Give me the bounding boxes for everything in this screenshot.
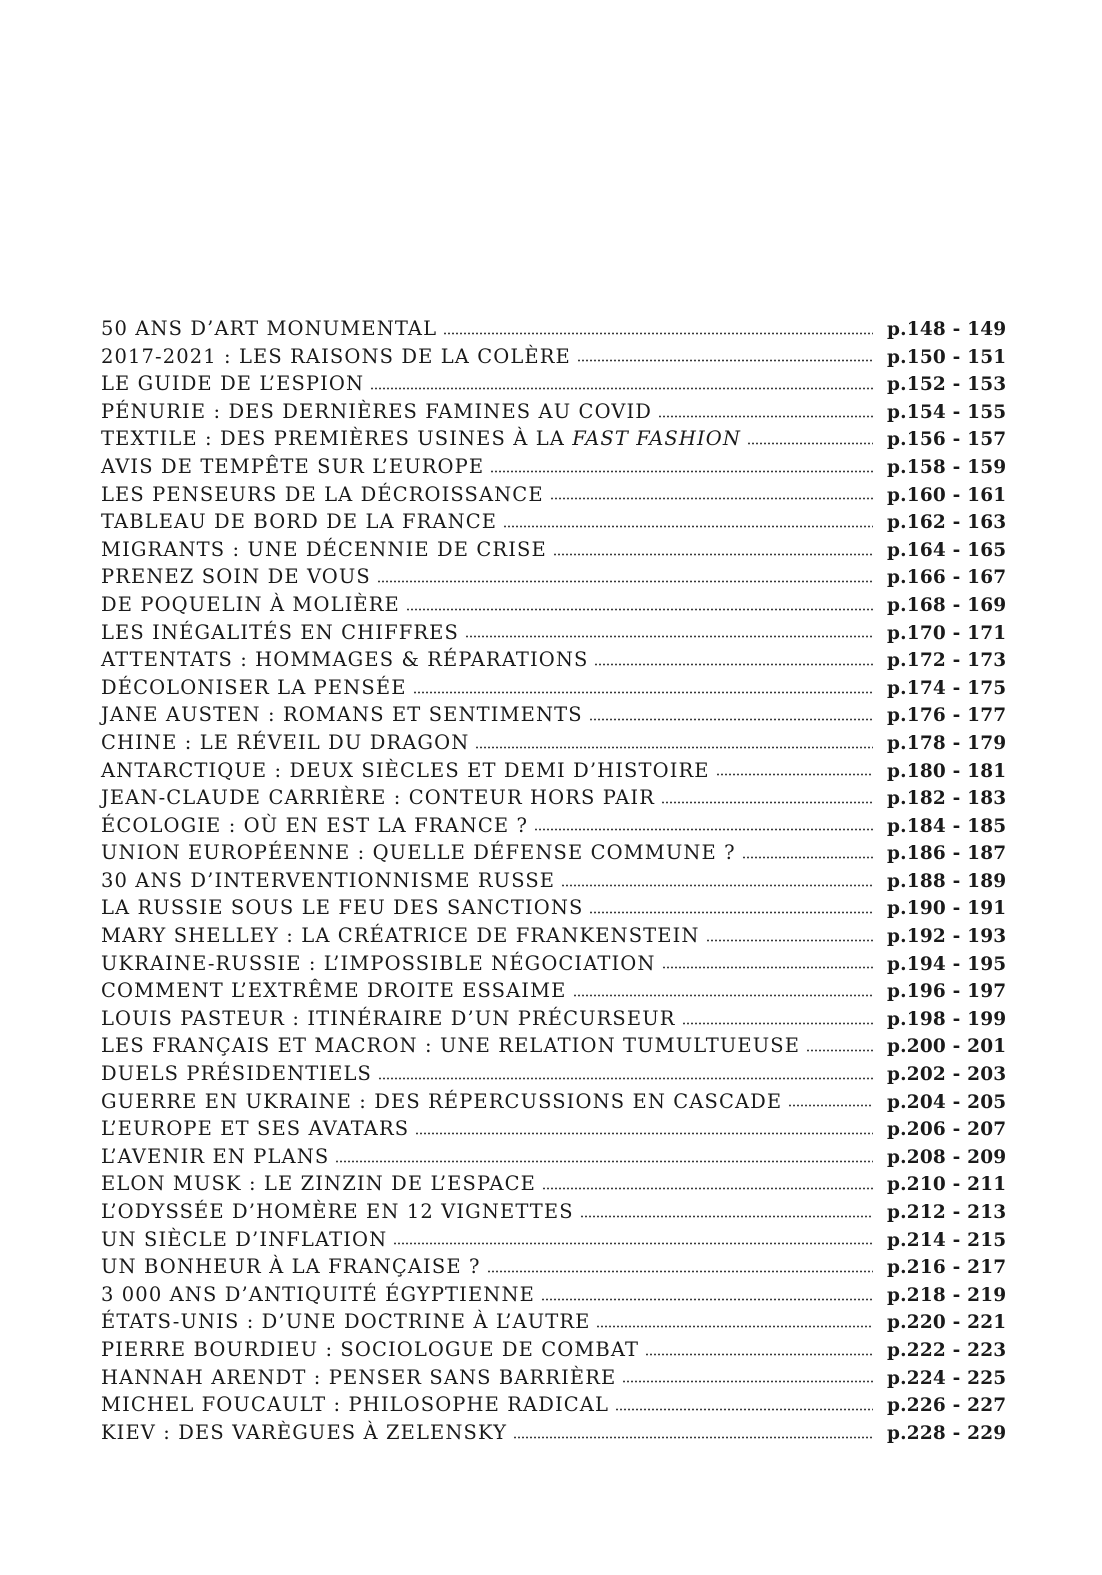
- toc-entry[interactable]: [101, 784, 1007, 812]
- toc-entry-pages: p.164 - 165: [887, 539, 1007, 561]
- toc-entry[interactable]: [101, 894, 1007, 922]
- toc-entry-title: [101, 977, 573, 1005]
- toc-entry-title: [101, 867, 561, 895]
- toc-entry-title-text: UKRAINE-RUSSIE : L’IMPOSSIBLE NÉGOCIATION: [101, 951, 656, 975]
- toc-entry-pages: p.148 - 149: [887, 319, 1007, 340]
- toc-entry[interactable]: [101, 1226, 1007, 1254]
- toc-entry[interactable]: [101, 922, 1007, 950]
- dot-leader: [706, 938, 873, 943]
- toc-entry-title-text: ELON MUSK : LE ZINZIN DE L’ESPACE: [101, 1172, 536, 1196]
- toc-entry[interactable]: [101, 370, 1007, 398]
- toc-entry[interactable]: [101, 1170, 1007, 1198]
- toc-entry-title-text: ÉCOLOGIE : OÙ EN EST LA FRANCE ?: [101, 813, 529, 837]
- toc-entry-title: [101, 784, 661, 812]
- toc-entry-title: [101, 812, 534, 840]
- toc-entry-pages: p.214 - 215: [887, 1229, 1007, 1251]
- toc-entry-title: [101, 425, 747, 453]
- toc-entry-title: [101, 839, 742, 867]
- toc-entry[interactable]: [101, 1060, 1007, 1088]
- toc-entry-pages: p.200 - 201: [887, 1036, 1007, 1058]
- dot-leader: [645, 1352, 873, 1357]
- toc-entry-pages: p.168 - 169: [887, 594, 1007, 616]
- toc-entry-title-text: LE GUIDE DE L’ESPION: [101, 372, 365, 396]
- toc-entry-title-text: DUELS PRÉSIDENTIELS: [101, 1062, 372, 1086]
- dot-leader: [806, 1048, 873, 1053]
- dot-leader: [662, 965, 873, 970]
- toc-entry[interactable]: [101, 453, 1007, 481]
- toc-entry-title-text: LES INÉGALITÉS EN CHIFFRES: [101, 620, 459, 644]
- dot-leader: [577, 358, 873, 363]
- toc-entry-title-text: UN SIÈCLE D’INFLATION: [101, 1227, 388, 1251]
- dot-leader: [393, 1241, 873, 1246]
- dot-leader: [716, 772, 873, 777]
- toc-entry-pages: p.206 - 207: [887, 1119, 1007, 1141]
- toc-entry-pages: p.210 - 211: [887, 1174, 1007, 1196]
- dot-leader: [622, 1379, 873, 1384]
- toc-entry-title-text: ÉTATS-UNIS : D’UNE DOCTRINE À L’AUTRE: [101, 1310, 591, 1334]
- toc-entry-title-text: ANTARCTIQUE : DEUX SIÈCLES ET DEMI D’HISTOIRE: [101, 758, 710, 782]
- toc-entry[interactable]: [101, 508, 1007, 536]
- toc-entry-title-text: PÉNURIE : DES DERNIÈRES FAMINES AU COVID: [101, 399, 653, 423]
- toc-entry[interactable]: [101, 646, 1007, 674]
- toc-entry-title-text: L’AVENIR EN PLANS: [101, 1144, 330, 1168]
- toc-entry-pages: p.170 - 171: [887, 622, 1007, 644]
- toc-entry-pages: p.154 - 155: [887, 401, 1007, 423]
- dot-leader: [513, 1435, 873, 1440]
- dot-leader: [661, 800, 873, 805]
- dot-leader: [573, 993, 874, 998]
- toc-entry-pages: p.166 - 167: [887, 567, 1007, 589]
- toc-entry-pages: p.190 - 191: [887, 898, 1007, 920]
- toc-entry-title-text: AVIS DE TEMPÊTE SUR L’EUROPE: [101, 454, 485, 478]
- toc-entry-title-text: 2017-2021 : LES RAISONS DE LA COLÈRE: [101, 344, 571, 368]
- toc-entry[interactable]: [101, 1032, 1007, 1060]
- toc-entry[interactable]: [101, 1336, 1007, 1364]
- toc-entry-title-text: PRENEZ SOIN DE VOUS: [101, 565, 371, 589]
- dot-leader: [415, 1131, 873, 1136]
- toc-entry-pages: p.196 - 197: [887, 981, 1007, 1003]
- toc-entry-pages: p.162 - 163: [887, 512, 1007, 534]
- table-of-contents: [101, 315, 1007, 1446]
- toc-entry-title-text: JANE AUSTEN : ROMANS ET SENTIMENTS: [101, 703, 583, 727]
- toc-entry[interactable]: [101, 481, 1007, 509]
- toc-entry[interactable]: [101, 398, 1007, 426]
- toc-entry[interactable]: [101, 950, 1007, 978]
- toc-entry-title: [101, 1170, 542, 1198]
- toc-entry[interactable]: [101, 425, 1007, 453]
- toc-entry-title: [101, 1060, 378, 1088]
- toc-entry-title: [101, 1419, 513, 1447]
- toc-entry[interactable]: [101, 343, 1007, 371]
- toc-entry-pages: p.150 - 151: [887, 346, 1007, 368]
- dot-leader: [589, 910, 873, 915]
- toc-entry-title: [101, 343, 577, 371]
- toc-entry-title-text: HANNAH ARENDT : PENSER SANS BARRIÈRE: [101, 1365, 617, 1389]
- dot-leader: [335, 1159, 873, 1164]
- toc-entry-title-text: LA RUSSIE SOUS LE FEU DES SANCTIONS: [101, 896, 584, 920]
- toc-entry-title-text: DÉCOLONISER LA PENSÉE: [101, 675, 407, 699]
- toc-entry-pages: p.194 - 195: [887, 953, 1007, 975]
- dot-leader: [615, 1407, 873, 1412]
- dot-leader: [487, 1269, 873, 1274]
- dot-leader: [682, 1021, 873, 1026]
- toc-entry-title: [101, 1005, 682, 1033]
- toc-entry-title-text: ATTENTATS : HOMMAGES & RÉPARATIONS: [101, 648, 589, 672]
- toc-entry-pages: p.174 - 175: [887, 677, 1007, 699]
- dot-leader: [589, 717, 873, 722]
- toc-entry-title: [101, 370, 370, 398]
- dot-leader: [534, 827, 873, 832]
- toc-entry[interactable]: [101, 536, 1007, 564]
- toc-entry-title: [101, 1308, 596, 1336]
- toc-entry-title: [101, 619, 465, 647]
- toc-entry-title: [101, 1226, 393, 1254]
- toc-entry[interactable]: [101, 701, 1007, 729]
- toc-entry-title: [101, 1032, 806, 1060]
- toc-entry-title: [101, 757, 716, 785]
- toc-entry-title: [101, 1088, 788, 1116]
- toc-entry-title: [101, 701, 589, 729]
- toc-entry[interactable]: [101, 1198, 1007, 1226]
- dot-leader: [742, 855, 873, 860]
- toc-entry[interactable]: [101, 1115, 1007, 1143]
- dot-leader: [443, 331, 873, 336]
- dot-leader: [594, 662, 873, 667]
- toc-entry-pages: p.226 - 227: [887, 1395, 1007, 1417]
- toc-entry-title-text: UN BONHEUR À LA FRANÇAISE ?: [101, 1255, 481, 1279]
- toc-entry[interactable]: [101, 563, 1007, 591]
- dot-leader: [413, 690, 873, 695]
- toc-entry-title: [101, 1281, 541, 1309]
- toc-entry-pages: p.158 - 159: [887, 456, 1007, 478]
- toc-entry[interactable]: [101, 1364, 1007, 1392]
- toc-entry-pages: p.224 - 225: [887, 1367, 1007, 1389]
- toc-entry-title: [101, 922, 706, 950]
- toc-entry-title-text: CHINE : LE RÉVEIL DU DRAGON: [101, 730, 470, 754]
- toc-entry-title: [101, 453, 490, 481]
- toc-entry-pages: p.198 - 199: [887, 1008, 1007, 1030]
- toc-entry[interactable]: [101, 1308, 1007, 1336]
- toc-entry-title-text: MICHEL FOUCAULT : PHILOSOPHE RADICAL: [101, 1393, 610, 1417]
- toc-entry-title: [101, 591, 406, 619]
- toc-entry-title-text: DE POQUELIN À MOLIÈRE: [101, 592, 400, 616]
- dot-leader: [378, 1076, 873, 1081]
- toc-entry[interactable]: [101, 315, 1007, 343]
- toc-entry[interactable]: [101, 812, 1007, 840]
- dot-leader: [503, 524, 873, 529]
- toc-entry-pages: p.184 - 185: [887, 815, 1007, 837]
- toc-entry-pages: p.204 - 205: [887, 1091, 1007, 1113]
- dot-leader: [541, 1297, 873, 1302]
- toc-entry[interactable]: [101, 1143, 1007, 1171]
- toc-entry-title-text: JEAN-CLAUDE CARRIÈRE : CONTEUR HORS PAIR: [101, 786, 655, 810]
- toc-entry-title: [101, 1143, 335, 1171]
- toc-entry-title-text: GUERRE EN UKRAINE : DES RÉPERCUSSIONS EN CASCADE: [101, 1089, 783, 1113]
- dot-leader: [490, 469, 873, 474]
- toc-entry-pages: p.188 - 189: [887, 870, 1007, 892]
- toc-entry-pages: p.208 - 209: [887, 1146, 1007, 1168]
- toc-entry-title: [101, 563, 377, 591]
- toc-entry-pages: p.180 - 181: [887, 760, 1007, 782]
- toc-entry-title: [101, 729, 475, 757]
- toc-entry[interactable]: [101, 619, 1007, 647]
- toc-entry-title: [101, 1364, 622, 1392]
- toc-entry-pages: p.172 - 173: [887, 650, 1007, 672]
- dot-leader: [788, 1103, 873, 1108]
- toc-entry-title-text: L’ODYSSÉE D’HOMÈRE EN 12 VIGNETTES: [101, 1200, 574, 1223]
- toc-entry-pages: p.216 - 217: [887, 1257, 1007, 1279]
- toc-entry[interactable]: [101, 1391, 1007, 1419]
- toc-entry[interactable]: [101, 757, 1007, 785]
- toc-entry[interactable]: [101, 1253, 1007, 1281]
- toc-entry-title: [101, 1391, 615, 1419]
- toc-entry-title-text: PIERRE BOURDIEU : SOCIOLOGUE DE COMBAT: [101, 1337, 640, 1361]
- toc-entry-title-text: 50 ANS D’ART MONUMENTAL: [101, 317, 438, 340]
- toc-entry-title: [101, 536, 553, 564]
- toc-entry-title: [101, 508, 503, 536]
- toc-entry-pages: p.220 - 221: [887, 1312, 1007, 1334]
- toc-entry-title-text: MIGRANTS : UNE DÉCENNIE DE CRISE: [101, 537, 547, 561]
- toc-entry[interactable]: [101, 1419, 1007, 1447]
- toc-entry-pages: p.160 - 161: [887, 484, 1007, 506]
- toc-entry-title: [101, 481, 550, 509]
- toc-entry-title: [101, 1253, 487, 1281]
- toc-entry-pages: p.182 - 183: [887, 788, 1007, 810]
- toc-entry-title-text: KIEV : DES VARÈGUES À ZELENSKY: [101, 1420, 508, 1444]
- toc-entry-title-text: TEXTILE : DES PREMIÈRES USINES À LA: [101, 427, 573, 451]
- dot-leader: [658, 414, 873, 419]
- toc-entry-title-text: LOUIS PASTEUR : ITINÉRAIRE D’UN PRÉCURSEUR: [101, 1006, 676, 1030]
- dot-leader: [550, 496, 873, 501]
- toc-entry-title-text: 3 000 ANS D’ANTIQUITÉ ÉGYPTIENNE: [101, 1282, 535, 1306]
- toc-entry-pages: p.228 - 229: [887, 1422, 1007, 1444]
- toc-entry-title-italic: FAST FASHION: [572, 427, 742, 451]
- dot-leader: [542, 1186, 873, 1191]
- toc-entry-pages: p.218 - 219: [887, 1284, 1007, 1306]
- toc-entry-pages: p.176 - 177: [887, 705, 1007, 727]
- toc-entry[interactable]: [101, 867, 1007, 895]
- toc-entry-title: [101, 674, 413, 702]
- toc-entry-title-text: COMMENT L’EXTRÊME DROITE ESSAIME: [101, 979, 567, 1003]
- toc-entry[interactable]: [101, 729, 1007, 757]
- toc-entry-pages: p.192 - 193: [887, 926, 1007, 948]
- dot-leader: [370, 386, 873, 391]
- toc-entry-title: [101, 646, 594, 674]
- toc-entry[interactable]: [101, 977, 1007, 1005]
- toc-entry-title-text: MARY SHELLEY : LA CRÉATRICE DE FRANKENSTEIN: [101, 924, 700, 948]
- toc-entry-pages: p.178 - 179: [887, 732, 1007, 754]
- dot-leader: [406, 607, 873, 612]
- toc-entry-title: [101, 1198, 580, 1226]
- toc-entry[interactable]: [101, 591, 1007, 619]
- dot-leader: [377, 579, 873, 584]
- toc-entry-pages: p.202 - 203: [887, 1064, 1007, 1086]
- toc-entry[interactable]: [101, 1005, 1007, 1033]
- toc-entry[interactable]: [101, 1088, 1007, 1116]
- toc-entry-pages: p.152 - 153: [887, 374, 1007, 396]
- dot-leader: [475, 745, 873, 750]
- toc-entry-pages: p.222 - 223: [887, 1339, 1007, 1361]
- toc-entry-title: [101, 894, 589, 922]
- toc-entry-title-text: L’EUROPE ET SES AVATARS: [101, 1117, 410, 1141]
- toc-entry-title-text: TABLEAU DE BORD DE LA FRANCE: [101, 510, 498, 534]
- dot-leader: [596, 1324, 873, 1329]
- dot-leader: [465, 634, 873, 639]
- toc-entry[interactable]: [101, 674, 1007, 702]
- toc-entry-pages: p.156 - 157: [887, 429, 1007, 451]
- toc-entry-title-text: LES FRANÇAIS ET MACRON : UNE RELATION TUMULTUEUSE: [101, 1034, 801, 1058]
- toc-entry-title: [101, 950, 662, 978]
- dot-leader: [580, 1214, 873, 1219]
- toc-entry-title: [101, 1336, 645, 1364]
- toc-entry-title: [101, 398, 658, 426]
- toc-entry-pages: p.212 - 213: [887, 1202, 1007, 1223]
- toc-entry-title: [101, 315, 443, 343]
- dot-leader: [747, 441, 873, 446]
- toc-entry-title-text: 30 ANS D’INTERVENTIONNISME RUSSE: [101, 868, 556, 892]
- toc-entry[interactable]: [101, 1281, 1007, 1309]
- toc-entry-pages: p.186 - 187: [887, 843, 1007, 865]
- dot-leader: [561, 883, 873, 888]
- toc-entry-title-text: UNION EUROPÉENNE : QUELLE DÉFENSE COMMUNE ?: [101, 841, 736, 865]
- toc-entry[interactable]: [101, 839, 1007, 867]
- toc-entry-title: [101, 1115, 415, 1143]
- dot-leader: [553, 552, 873, 557]
- toc-entry-title-text: LES PENSEURS DE LA DÉCROISSANCE: [101, 482, 544, 506]
